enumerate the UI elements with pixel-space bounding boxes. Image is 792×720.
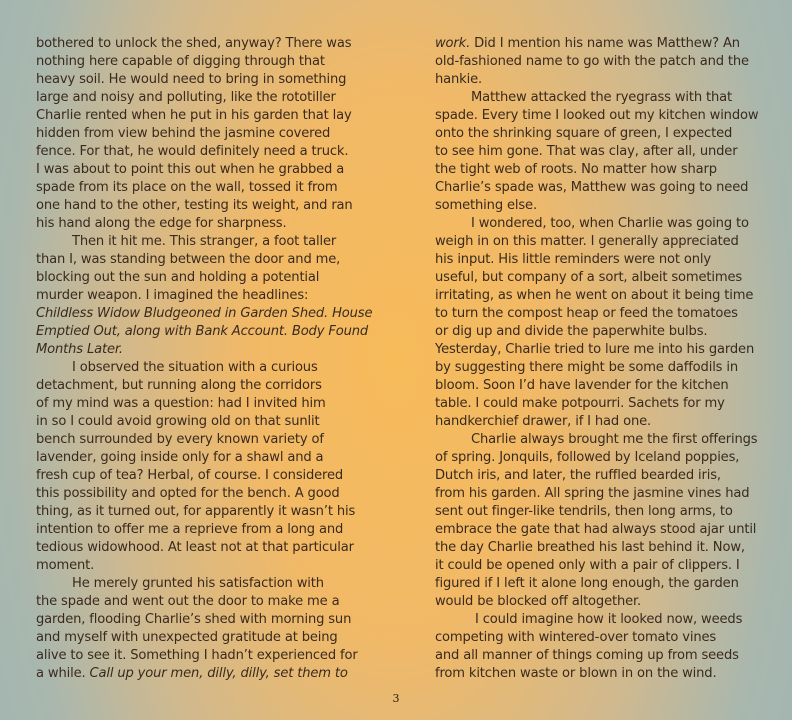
text-line <box>435 143 765 161</box>
text-span: bench surrounded by every known variety of <box>36 432 324 447</box>
text-span: his input. His little reminders were not only <box>435 252 711 267</box>
text-line <box>435 647 765 665</box>
text-span: garden, flooding Charlie’s shed with morning sun <box>36 612 352 627</box>
text-line <box>36 251 366 269</box>
text-line <box>435 557 765 575</box>
text-line <box>36 575 366 593</box>
text-span: hankie. <box>435 72 483 87</box>
text-line <box>435 629 765 647</box>
text-span: handkerchief drawer, if I had one. <box>435 414 652 429</box>
text-span: nothing here capable of digging through that <box>36 54 325 69</box>
text-span: one hand to the other, testing its weight, and ran <box>36 198 353 213</box>
text-span: and all manner of things coming up from seeds <box>435 648 739 663</box>
text-line <box>435 179 765 197</box>
text-span: Dutch iris, and later, the ruffled bearded iris, <box>435 468 721 483</box>
text-span: Charlie always brought me the first offerings <box>471 432 758 447</box>
text-span: spade. Every time I looked out my kitchen window <box>435 108 759 123</box>
text-line <box>435 71 765 89</box>
text-span: Then it hit me. This stranger, a foot taller <box>72 234 337 249</box>
text-span: to turn the compost heap or feed the tomatoes <box>435 306 738 321</box>
text-span: the spade and went out the door to make me a <box>36 594 340 609</box>
text-span: it could be opened only with a pair of clippers. I <box>435 558 740 573</box>
text-line <box>435 359 765 377</box>
text-span: his hand along the edge for sharpness. <box>36 216 287 231</box>
text-line <box>36 629 366 647</box>
italic-text: work. <box>435 36 471 51</box>
text-line <box>435 251 765 269</box>
text-line <box>435 593 765 611</box>
text-span: the tight web of roots. No matter how sharp <box>435 162 717 177</box>
text-span: thing, as it turned out, for apparently it wasn’t his <box>36 504 356 519</box>
text-span: onto the shrinking square of green, I expected <box>435 126 733 141</box>
text-span: figured if I left it alone long enough, the garden <box>435 576 739 591</box>
text-line <box>435 503 765 521</box>
text-line <box>435 125 765 143</box>
text-line <box>435 53 765 71</box>
text-line <box>36 341 366 359</box>
text-line <box>435 521 765 539</box>
text-line <box>36 269 366 287</box>
text-span: irritating, as when he went on about it being time <box>435 288 754 303</box>
text-span: would be blocked off altogether. <box>435 594 642 609</box>
text-line <box>36 665 366 683</box>
text-line <box>435 233 765 251</box>
text-span: hidden from view behind the jasmine covered <box>36 126 331 141</box>
text-line <box>36 89 366 107</box>
text-line <box>435 305 765 323</box>
text-span: of my mind was a question: had I invited him <box>36 396 326 411</box>
text-span: and myself with unexpected gratitude at being <box>36 630 338 645</box>
italic-text: Call up your men, dilly, dilly, set them to <box>89 666 348 681</box>
text-line <box>435 485 765 503</box>
text-line <box>435 467 765 485</box>
text-span: competing with wintered-over tomato vines <box>435 630 717 645</box>
text-span: alive to see it. Something I hadn’t experienced for <box>36 648 358 663</box>
page-number: 3 <box>392 692 400 705</box>
text-line <box>435 395 765 413</box>
text-line <box>435 575 765 593</box>
text-line <box>435 197 765 215</box>
text-span: embrace the gate that had always stood ajar until <box>435 522 757 537</box>
text-span: by suggesting there might be some daffodils in <box>435 360 738 375</box>
text-span: this possibility and opted for the bench. A good <box>36 486 340 501</box>
text-line <box>435 287 765 305</box>
text-line <box>36 359 366 377</box>
text-line <box>435 323 765 341</box>
text-line <box>36 323 369 341</box>
text-line <box>435 413 765 431</box>
text-span: a while. <box>36 666 90 681</box>
text-span: intention to offer me a reprieve from a long and <box>36 522 344 537</box>
left-text-column <box>36 35 373 683</box>
text-line <box>36 431 366 449</box>
text-line <box>36 413 366 431</box>
text-span: weigh in on this matter. I generally appreciated <box>435 234 739 249</box>
text-span: tedious widowhood. At least not at that particular <box>36 540 354 555</box>
text-line <box>36 71 366 89</box>
text-span: fresh cup of tea? Herbal, of course. I considered <box>36 468 344 483</box>
text-span: sent out finger-like tendrils, then long arms, to <box>435 504 733 519</box>
text-span: I observed the situation with a curious <box>72 360 318 375</box>
italic-text: Emptied Out, along with Bank Account. Body Found <box>36 324 369 339</box>
text-line <box>36 161 366 179</box>
text-line <box>36 503 366 521</box>
text-line <box>36 593 366 611</box>
text-span: Matthew attacked the ryegrass with that <box>471 90 733 105</box>
italic-text: Childless Widow Bludgeoned in Garden Shed. House <box>36 306 373 321</box>
text-span: Charlie rented when he put in his garden that lay <box>36 108 352 123</box>
text-line <box>36 485 366 503</box>
text-line <box>435 431 765 449</box>
text-line <box>36 449 366 467</box>
text-span: detachment, but running along the corridors <box>36 378 322 393</box>
text-line <box>36 197 366 215</box>
text-line <box>435 269 765 287</box>
text-line <box>36 53 366 71</box>
text-span: useful, but company of a sort, albeit sometimes <box>435 270 743 285</box>
text-span: table. I could make potpourri. Sachets for my <box>435 396 725 411</box>
text-line <box>435 665 765 683</box>
text-span: the day Charlie breathed his last behind it. Now, <box>435 540 745 555</box>
text-line <box>36 107 366 125</box>
text-span: murder weapon. I imagined the headlines: <box>36 288 309 303</box>
text-span: heavy soil. He would need to bring in something <box>36 72 347 87</box>
text-line <box>435 35 765 53</box>
text-line <box>36 125 366 143</box>
text-span: to see him gone. That was clay, after all, under <box>435 144 738 159</box>
text-span: large and noisy and polluting, like the rototiller <box>36 90 336 105</box>
text-span: bloom. Soon I’d have lavender for the kitchen <box>435 378 729 393</box>
text-line <box>36 557 366 575</box>
text-span: Charlie’s spade was, Matthew was going to need <box>435 180 749 195</box>
text-span: spade from its place on the wall, tossed it from <box>36 180 338 195</box>
text-line <box>36 539 366 557</box>
text-line <box>36 647 366 665</box>
text-span: fence. For that, he would definitely need a truck. <box>36 144 349 159</box>
text-span: of spring. Jonquils, followed by Iceland poppies, <box>435 450 740 465</box>
text-line <box>435 539 765 557</box>
text-span: something else. <box>435 198 537 213</box>
text-line <box>435 611 765 629</box>
text-span: from his garden. All spring the jasmine vines had <box>435 486 750 501</box>
text-span: I was about to point this out when he grabbed a <box>36 162 345 177</box>
text-span: lavender, going inside only for a shawl and a <box>36 450 324 465</box>
text-line <box>435 161 765 179</box>
text-line <box>36 143 366 161</box>
text-span: He merely grunted his satisfaction with <box>72 576 324 591</box>
text-line <box>435 341 765 359</box>
text-span: I wondered, too, when Charlie was going to <box>471 216 749 231</box>
text-span: in so I could avoid growing old on that sunlit <box>36 414 320 429</box>
right-text-column <box>435 35 765 683</box>
text-line <box>36 233 366 251</box>
text-span: I could imagine how it looked now, weeds <box>475 612 743 627</box>
text-line <box>435 449 765 467</box>
text-span: Did I mention his name was Matthew? An <box>470 36 740 51</box>
text-span: than I, was standing between the door and me, <box>36 252 341 267</box>
text-line <box>36 395 366 413</box>
text-line <box>36 287 366 305</box>
text-line <box>36 179 366 197</box>
text-line <box>36 467 366 485</box>
text-line <box>36 377 366 395</box>
text-line <box>36 35 366 53</box>
italic-text: Months Later. <box>36 342 123 357</box>
text-line <box>435 215 765 233</box>
text-span: moment. <box>36 558 95 573</box>
text-line <box>435 107 765 125</box>
text-line <box>36 611 366 629</box>
text-span: bothered to unlock the shed, anyway? There was <box>36 36 352 51</box>
text-line <box>36 521 366 539</box>
text-span: blocking out the sun and holding a potential <box>36 270 320 285</box>
text-span: or dig up and divide the paperwhite bulbs. <box>435 324 708 339</box>
text-span: Yesterday, Charlie tried to lure me into his garden <box>435 342 755 357</box>
text-line <box>435 377 765 395</box>
text-line <box>36 215 366 233</box>
text-line <box>435 89 765 107</box>
text-line <box>36 305 373 323</box>
text-span: old-fashioned name to go with the patch and the <box>435 54 749 69</box>
text-span: from kitchen waste or blown in on the wind. <box>435 666 717 681</box>
